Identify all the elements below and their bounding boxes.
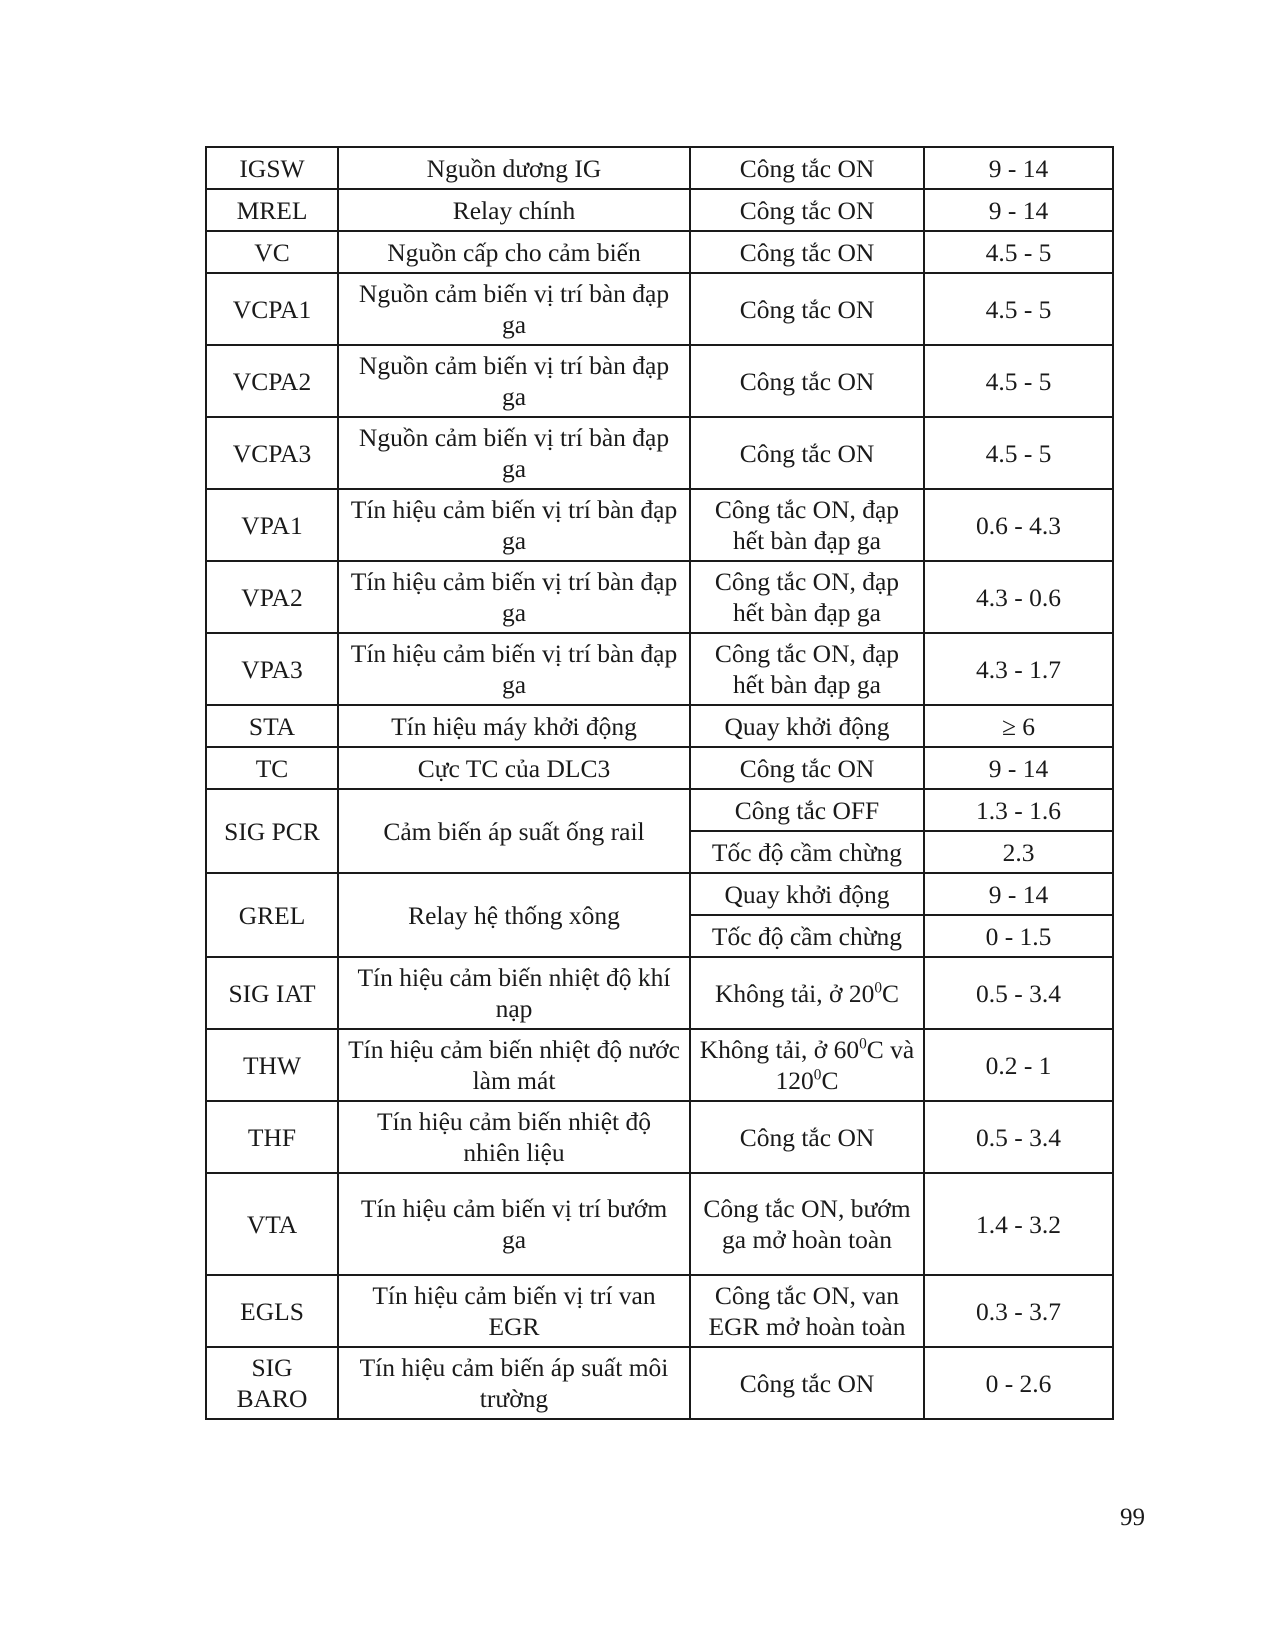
voltage-cell: ≥ 6 bbox=[924, 705, 1113, 747]
condition-cell: Công tắc OFF bbox=[690, 789, 924, 831]
description-cell: Nguồn cấp cho cảm biến bbox=[338, 231, 690, 273]
condition-cell: Công tắc ON bbox=[690, 417, 924, 489]
terminal-cell: SIG PCR bbox=[206, 789, 338, 873]
table-row bbox=[206, 789, 1113, 831]
description-cell: Nguồn cảm biến vị trí bàn đạp ga bbox=[338, 273, 690, 345]
table-row bbox=[206, 189, 1113, 231]
terminal-cell: SIG IAT bbox=[206, 957, 338, 1029]
voltage-cell: 1.3 - 1.6 bbox=[924, 789, 1113, 831]
condition-cell: Công tắc ON, bướm ga mở hoàn toàn bbox=[690, 1173, 924, 1275]
terminal-cell: VCPA3 bbox=[206, 417, 338, 489]
terminal-cell: VTA bbox=[206, 1173, 338, 1275]
terminal-voltage-table bbox=[205, 146, 1114, 1420]
table-row bbox=[206, 1173, 1113, 1275]
description-cell: Tín hiệu cảm biến nhiệt độ nhiên liệu bbox=[338, 1101, 690, 1173]
voltage-cell: 0 - 2.6 bbox=[924, 1347, 1113, 1419]
description-cell: Cảm biến áp suất ống rail bbox=[338, 789, 690, 873]
table-row bbox=[206, 489, 1113, 561]
table-row bbox=[206, 633, 1113, 705]
terminal-cell: VPA2 bbox=[206, 561, 338, 633]
description-cell: Nguồn dương IG bbox=[338, 147, 690, 189]
condition-cell: Công tắc ON, đạp hết bàn đạp ga bbox=[690, 489, 924, 561]
terminal-cell: TC bbox=[206, 747, 338, 789]
condition-cell: Không tải, ở $60^0C$ và $120^0C$ bbox=[690, 1029, 924, 1101]
condition-cell: Tốc độ cầm chừng bbox=[690, 831, 924, 873]
page-number: 99 bbox=[1120, 1504, 1145, 1531]
terminal-cell: VC bbox=[206, 231, 338, 273]
voltage-cell: 0.2 - 1 bbox=[924, 1029, 1113, 1101]
voltage-cell: 0.6 - 4.3 bbox=[924, 489, 1113, 561]
voltage-cell: 4.5 - 5 bbox=[924, 231, 1113, 273]
voltage-cell: 9 - 14 bbox=[924, 747, 1113, 789]
description-cell: Tín hiệu cảm biến nhiệt độ nước làm mát bbox=[338, 1029, 690, 1101]
description-cell: Nguồn cảm biến vị trí bàn đạp ga bbox=[338, 417, 690, 489]
condition-cell: Không tải, ở $20^0C$ bbox=[690, 957, 924, 1029]
terminal-cell: IGSW bbox=[206, 147, 338, 189]
voltage-cell: 0.5 - 3.4 bbox=[924, 957, 1113, 1029]
voltage-cell: 4.5 - 5 bbox=[924, 417, 1113, 489]
description-cell: Tín hiệu cảm biến vị trí van EGR bbox=[338, 1275, 690, 1347]
condition-cell: Công tắc ON, đạp hết bàn đạp ga bbox=[690, 561, 924, 633]
voltage-cell: 0.5 - 3.4 bbox=[924, 1101, 1113, 1173]
condition-cell: Công tắc ON bbox=[690, 273, 924, 345]
table-row bbox=[206, 747, 1113, 789]
terminal-cell: THW bbox=[206, 1029, 338, 1101]
condition-cell: Tốc độ cầm chừng bbox=[690, 915, 924, 957]
voltage-cell: 0 - 1.5 bbox=[924, 915, 1113, 957]
table-body bbox=[206, 147, 1113, 1419]
condition-cell: Công tắc ON bbox=[690, 1101, 924, 1173]
terminal-cell: VPA1 bbox=[206, 489, 338, 561]
description-cell: Tín hiệu cảm biến áp suất môi trường bbox=[338, 1347, 690, 1419]
voltage-cell: 9 - 14 bbox=[924, 189, 1113, 231]
table-row bbox=[206, 231, 1113, 273]
table-row bbox=[206, 561, 1113, 633]
voltage-cell: 4.5 - 5 bbox=[924, 345, 1113, 417]
condition-cell: Quay khởi động bbox=[690, 705, 924, 747]
voltage-cell: 9 - 14 bbox=[924, 147, 1113, 189]
description-cell: Cực TC của DLC3 bbox=[338, 747, 690, 789]
table-row bbox=[206, 1101, 1113, 1173]
table-row bbox=[206, 1275, 1113, 1347]
table-row bbox=[206, 273, 1113, 345]
terminal-cell: GREL bbox=[206, 873, 338, 957]
description-cell: Tín hiệu máy khởi động bbox=[338, 705, 690, 747]
table-row bbox=[206, 147, 1113, 189]
condition-cell: Công tắc ON bbox=[690, 231, 924, 273]
description-cell: Tín hiệu cảm biến vị trí bàn đạp ga bbox=[338, 489, 690, 561]
terminal-cell: VPA3 bbox=[206, 633, 338, 705]
description-cell: Tín hiệu cảm biến vị trí bướm ga bbox=[338, 1173, 690, 1275]
terminal-cell: EGLS bbox=[206, 1275, 338, 1347]
condition-cell: Công tắc ON, van EGR mở hoàn toàn bbox=[690, 1275, 924, 1347]
terminal-cell: STA bbox=[206, 705, 338, 747]
voltage-cell: 4.5 - 5 bbox=[924, 273, 1113, 345]
table-row bbox=[206, 873, 1113, 915]
terminal-cell: MREL bbox=[206, 189, 338, 231]
condition-cell: Công tắc ON bbox=[690, 189, 924, 231]
table-row bbox=[206, 345, 1113, 417]
table-row bbox=[206, 957, 1113, 1029]
table-row bbox=[206, 705, 1113, 747]
terminal-cell: SIG BARO bbox=[206, 1347, 338, 1419]
condition-cell: Công tắc ON bbox=[690, 747, 924, 789]
description-cell: Relay hệ thống xông bbox=[338, 873, 690, 957]
voltage-cell: 9 - 14 bbox=[924, 873, 1113, 915]
voltage-cell: 0.3 - 3.7 bbox=[924, 1275, 1113, 1347]
condition-cell: Công tắc ON, đạp hết bàn đạp ga bbox=[690, 633, 924, 705]
description-cell: Tín hiệu cảm biến vị trí bàn đạp ga bbox=[338, 561, 690, 633]
description-cell: Tín hiệu cảm biến vị trí bàn đạp ga bbox=[338, 633, 690, 705]
condition-cell: Công tắc ON bbox=[690, 147, 924, 189]
voltage-cell: 1.4 - 3.2 bbox=[924, 1173, 1113, 1275]
voltage-cell: 4.3 - 1.7 bbox=[924, 633, 1113, 705]
table-row bbox=[206, 417, 1113, 489]
description-cell: Tín hiệu cảm biến nhiệt độ khí nạp bbox=[338, 957, 690, 1029]
condition-cell: Công tắc ON bbox=[690, 345, 924, 417]
voltage-cell: 4.3 - 0.6 bbox=[924, 561, 1113, 633]
voltage-cell: 2.3 bbox=[924, 831, 1113, 873]
description-cell: Nguồn cảm biến vị trí bàn đạp ga bbox=[338, 345, 690, 417]
terminal-cell: VCPA2 bbox=[206, 345, 338, 417]
table-row bbox=[206, 1347, 1113, 1419]
condition-cell: Công tắc ON bbox=[690, 1347, 924, 1419]
terminal-cell: VCPA1 bbox=[206, 273, 338, 345]
condition-cell: Quay khởi động bbox=[690, 873, 924, 915]
terminal-cell: THF bbox=[206, 1101, 338, 1173]
description-cell: Relay chính bbox=[338, 189, 690, 231]
table-row bbox=[206, 1029, 1113, 1101]
